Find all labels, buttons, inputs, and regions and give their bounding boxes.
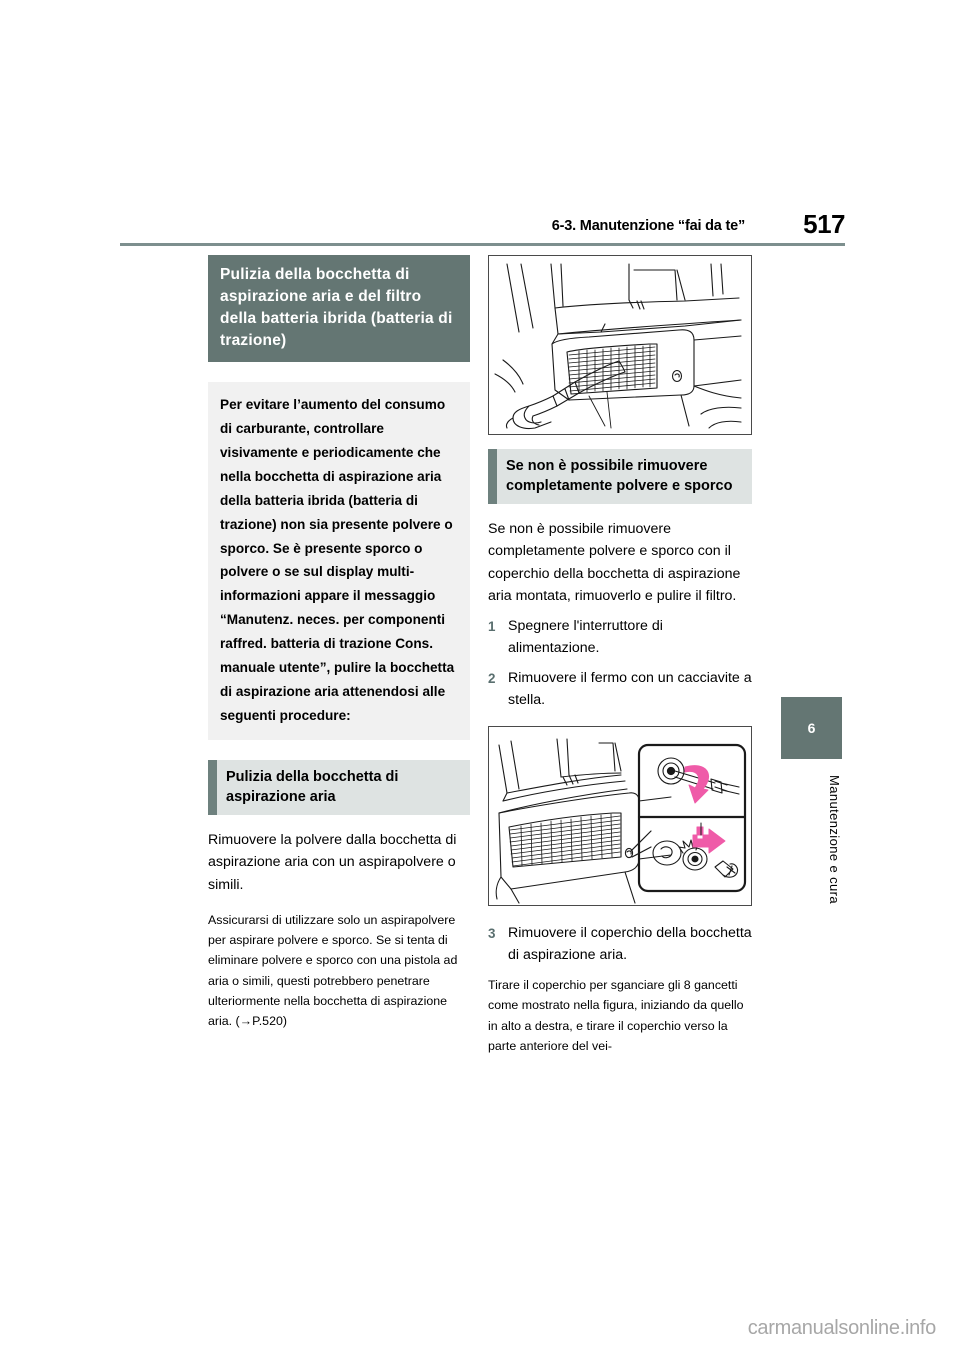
spacer bbox=[488, 435, 752, 449]
spacer bbox=[488, 712, 752, 726]
spacer bbox=[208, 896, 470, 910]
spacer bbox=[488, 906, 752, 915]
spacer bbox=[208, 815, 470, 829]
sub-heading-not-removable: Se non è possibile rimuovere completamente polvere e sporco bbox=[488, 449, 752, 504]
site-watermark: carmanualsonline.info bbox=[747, 1317, 936, 1339]
step-item bbox=[488, 922, 752, 967]
notice-box: Per evitare l’aumento del consumo di carburante, controllare visivamente e periodicamente che nella bocchetta di aspirazione aria della batteria ibrida (batteria di trazione) non sia presente polvere o sporco. Se è presente sporco o polvere o se sul display multi-informazioni appare il messaggio “Manutenz. neces. per componenti raffred. batteria di trazione Cons. manuale utente”, pulire la bocchetta di aspirazione aria attenendosi alle seguenti procedure: bbox=[208, 382, 470, 740]
page-header bbox=[120, 200, 845, 246]
sub-heading-cleaning: Pulizia della bocchetta di aspirazione aria bbox=[208, 760, 470, 815]
paragraph-vacuum: Rimuovere la polvere dalla bocchetta di aspirazione aria con un aspirapolvere o simili. bbox=[208, 831, 457, 893]
main-heading: Pulizia della bocchetta di aspirazione aria e del filtro della batteria ibrida (batteria di trazione) bbox=[208, 255, 470, 362]
spacer bbox=[208, 362, 470, 382]
step-text: Rimuovere il fermo con un cacciavite a stella. bbox=[508, 669, 752, 709]
step-item bbox=[488, 615, 752, 660]
step-text: Rimuovere il coperchio della bocchetta di aspirazione aria. bbox=[508, 924, 752, 963]
step-number: 2 bbox=[488, 670, 496, 686]
header-divider bbox=[120, 243, 845, 246]
paragraph-caution-airgun: Assicurarsi di utilizzare solo un aspirapolvere per aspirare polvere e sporco. Se si tenta di eliminare polvere e sporco con una pistola ad aria o simili, questi potrebbero penetrare ulteriormente nella bocchetta di aspirazione aria. (→P.520) bbox=[208, 913, 458, 1028]
right-column bbox=[488, 255, 752, 1056]
figure-clip-removal bbox=[488, 726, 752, 906]
chapter-tab-number: 6 bbox=[781, 697, 842, 759]
paragraph-pull-cover: Tirare il coperchio per sganciare gli 8 gancetti come mostrato nella figura, iniziando da quello in alto a destra, e tirare il coperchio verso la parte anteriore del vei- bbox=[488, 978, 744, 1053]
step-text: Spegnere l'interruttore di alimentazione. bbox=[508, 617, 663, 657]
step-number: 3 bbox=[488, 925, 496, 941]
paragraph-remove-cover: Se non è possibile rimuovere completamente polvere e sporco con il coperchio della bocchetta di aspirazione aria montata, rimuoverlo e pulire il filtro. bbox=[488, 521, 741, 605]
spacer bbox=[208, 740, 470, 760]
step-number: 1 bbox=[488, 618, 496, 634]
step-item bbox=[488, 667, 752, 712]
header-section-title: 6-3. Manutenzione “fai da te” bbox=[551, 218, 745, 234]
page-number: 517 bbox=[803, 209, 845, 239]
spacer bbox=[488, 966, 752, 975]
spacer bbox=[488, 504, 752, 518]
chapter-tab-label: Manutenzione e cura bbox=[827, 775, 842, 905]
figure-vacuum-intake bbox=[488, 255, 752, 435]
left-column bbox=[208, 255, 470, 1031]
